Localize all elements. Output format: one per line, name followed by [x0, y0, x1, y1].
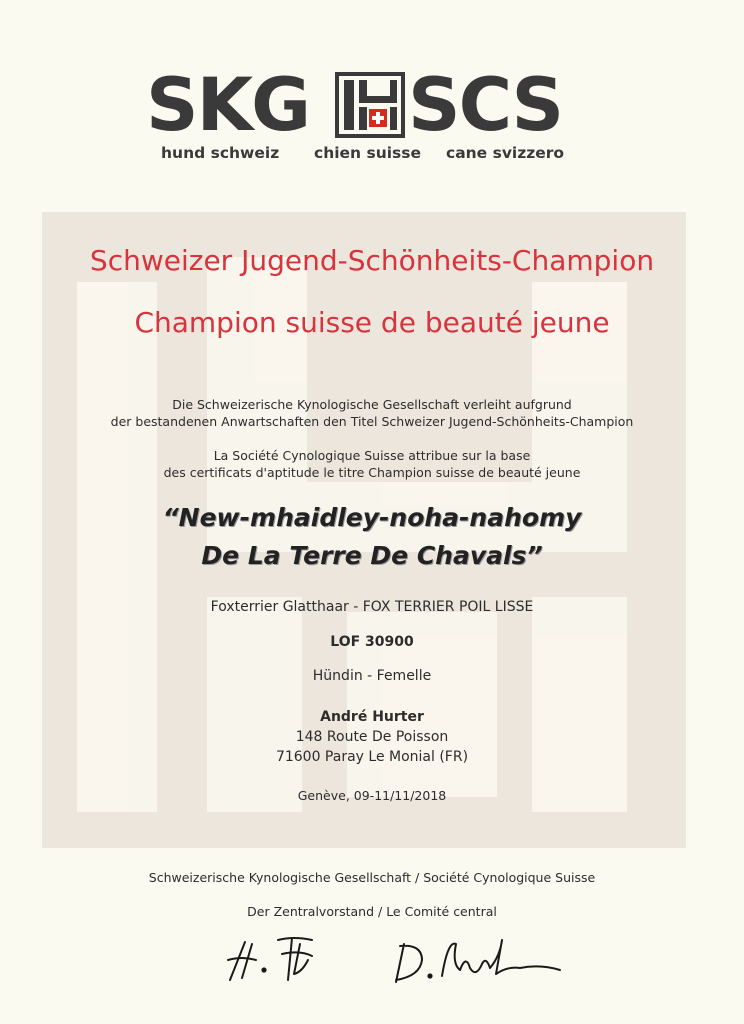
owner-address-line-2: 71600 Paray Le Monial (FR): [275, 749, 469, 765]
award-text-french-line: des certificats d'aptitude le titre Champion suisse de beauté jeune: [163, 465, 581, 480]
award-text-french-line: La Société Cynologique Suisse attribue sur la base: [213, 448, 531, 463]
certificate-title-french: Champion suisse de beauté jeune: [134, 306, 610, 339]
owner-name: André Hurter: [320, 709, 424, 725]
award-text-german-line: der bestandenen Anwartschaften den Titel Schweizer Jugend-Schönheits-Champion: [110, 414, 634, 429]
dog-name-line-1: “New-mhaidley-noha-nahomy: [162, 503, 582, 532]
signatures-icon: [190, 930, 590, 990]
dog-registration-number: LOF 30900: [330, 634, 414, 650]
skg-scs-logo: [0, 63, 744, 148]
dog-name-line-2: De La Terre De Chavals”: [201, 541, 543, 570]
award-text-german-line: Die Schweizerische Kynologische Gesellschaft verleiht aufgrund: [172, 397, 572, 412]
skg-emblem-icon: [335, 72, 405, 138]
place-and-date: Genève, 09-11/11/2018: [297, 788, 447, 803]
footer-organization: Schweizerische Kynologische Gesellschaft / Société Cynologique Suisse: [148, 870, 596, 885]
certificate-title-german: Schweizer Jugend-Schönheits-Champion: [89, 244, 655, 277]
dog-breed: Foxterrier Glatthaar - FOX TERRIER POIL LISSE: [210, 599, 534, 615]
footer-committee: Der Zentralvorstand / Le Comité central: [247, 904, 497, 919]
tagline-italian: cane svizzero: [446, 144, 565, 162]
dog-sex: Hündin - Femelle: [312, 668, 432, 684]
tagline-german: hund schweiz: [161, 144, 280, 162]
logo-skg-text: SKG: [146, 63, 310, 148]
logo-scs-text: SCS: [408, 63, 563, 148]
tagline-french: chien suisse: [314, 144, 422, 162]
owner-address-line-1: 148 Route De Poisson: [295, 729, 449, 745]
